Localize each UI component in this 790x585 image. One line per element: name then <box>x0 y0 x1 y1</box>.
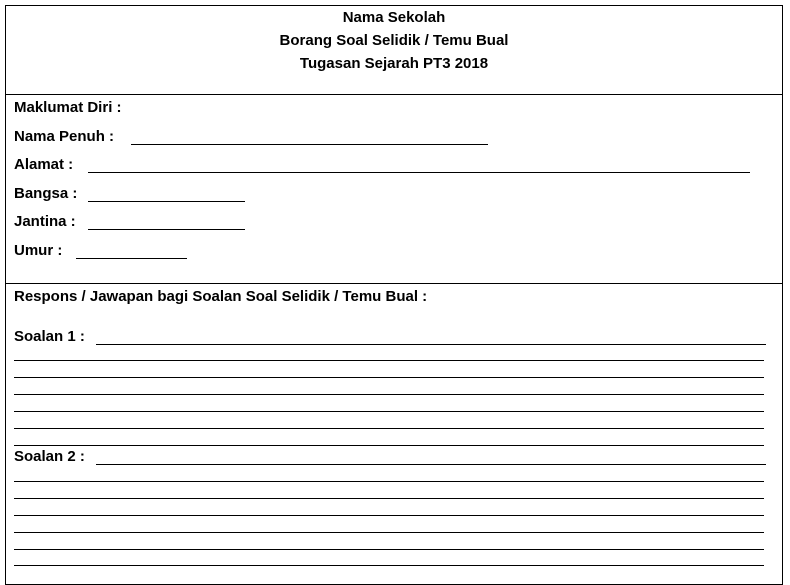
gender-field[interactable] <box>88 229 245 230</box>
personal-info-heading: Maklumat Diri : <box>14 99 122 116</box>
address-field[interactable] <box>88 172 750 173</box>
question-1-answer-line[interactable] <box>96 344 766 345</box>
form-header <box>6 6 782 95</box>
race-label: Bangsa : <box>14 185 78 202</box>
question-2-answer-line[interactable] <box>14 549 764 550</box>
personal-info-section <box>6 94 782 284</box>
age-label: Umur : <box>14 242 63 259</box>
address-label: Alamat : <box>14 156 74 173</box>
question-2-answer-line[interactable] <box>14 565 764 566</box>
question-1-answer-line[interactable] <box>14 445 764 446</box>
question-1-answer-line[interactable] <box>14 377 764 378</box>
interview-form <box>5 5 783 585</box>
form-title: Borang Soal Selidik / Temu Bual <box>279 32 509 49</box>
question-2-answer-line[interactable] <box>14 515 764 516</box>
response-heading: Respons / Jawapan bagi Soalan Soal Selidik / Temu Bual : <box>14 288 428 305</box>
question-1-answer-line[interactable] <box>14 428 764 429</box>
question-1-answer-line[interactable] <box>14 360 764 361</box>
question-1-label: Soalan 1 : <box>14 328 85 345</box>
race-field[interactable] <box>88 201 245 202</box>
full-name-field[interactable] <box>131 144 488 145</box>
question-2-answer-line[interactable] <box>96 464 766 465</box>
question-2-label: Soalan 2 : <box>14 448 85 465</box>
response-section <box>6 283 782 584</box>
question-2-answer-line[interactable] <box>14 481 764 482</box>
school-name: Nama Sekolah <box>342 9 446 26</box>
question-2-answer-line[interactable] <box>14 498 764 499</box>
question-1-answer-line[interactable] <box>14 394 764 395</box>
full-name-label: Nama Penuh : <box>14 128 115 145</box>
age-field[interactable] <box>76 258 187 259</box>
question-1-answer-line[interactable] <box>14 411 764 412</box>
question-2-answer-line[interactable] <box>14 532 764 533</box>
assignment-title: Tugasan Sejarah PT3 2018 <box>299 55 489 72</box>
gender-label: Jantina : <box>14 213 76 230</box>
